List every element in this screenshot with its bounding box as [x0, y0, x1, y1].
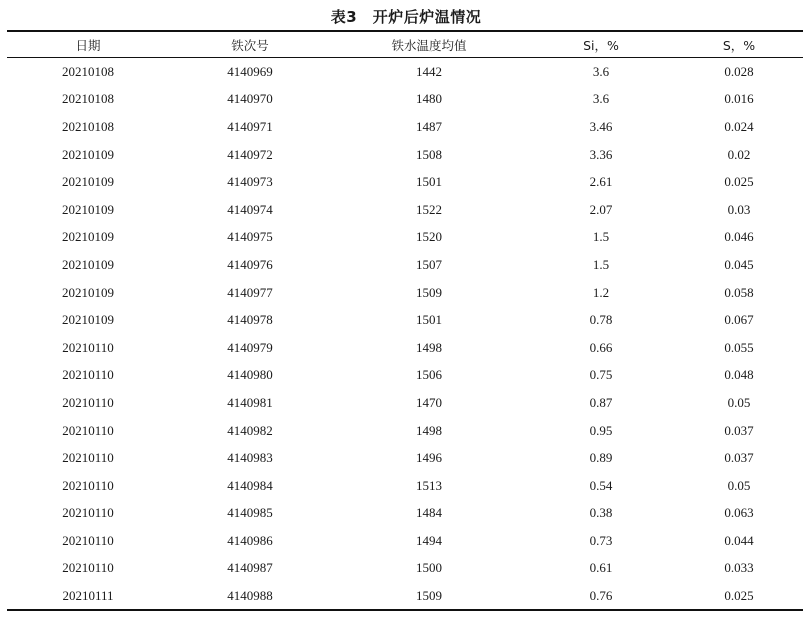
- cell-date: 20210110: [62, 560, 114, 576]
- cell-date: 20210109: [62, 146, 114, 162]
- cell-silicon: 1.5: [592, 256, 610, 272]
- table-row: [7, 582, 803, 610]
- cell-hot-metal-temperature: 1496: [416, 450, 442, 466]
- cell-tap-number: 4140978: [227, 312, 273, 328]
- cell-tap-number: 4140980: [227, 367, 273, 383]
- cell-silicon: 1.2: [592, 284, 610, 300]
- cell-silicon: 0.73: [589, 532, 613, 548]
- cell-sulfur: 0.055: [724, 339, 754, 355]
- cell-date: 20210110: [62, 394, 114, 410]
- cell-silicon: 3.6: [592, 91, 610, 107]
- cell-sulfur: 0.02: [727, 146, 751, 162]
- table-row: [7, 472, 803, 500]
- header-row: [7, 32, 803, 57]
- cell-date: 20210110: [62, 532, 114, 548]
- cell-hot-metal-temperature: 1498: [416, 422, 442, 438]
- cell-hot-metal-temperature: 1442: [416, 63, 442, 79]
- cell-tap-number: 4140985: [227, 505, 273, 521]
- cell-date: 20210109: [62, 256, 114, 272]
- cell-date: 20210110: [62, 422, 114, 438]
- cell-sulfur: 0.033: [724, 560, 754, 576]
- cell-sulfur: 0.048: [724, 367, 754, 383]
- cell-tap-number: 4140981: [227, 394, 273, 410]
- cell-tap-number: 4140984: [227, 477, 273, 493]
- cell-tap-number: 4140977: [227, 284, 273, 300]
- cell-silicon: 0.38: [589, 505, 613, 521]
- cell-silicon: 3.6: [592, 63, 610, 79]
- table-row: [7, 417, 803, 445]
- cell-sulfur: 0.037: [724, 450, 754, 466]
- cell-hot-metal-temperature: 1494: [416, 532, 442, 548]
- cell-date: 20210110: [62, 367, 114, 383]
- table-row: [7, 58, 803, 86]
- cell-date: 20210108: [62, 63, 114, 79]
- cell-hot-metal-temperature: 1501: [416, 174, 442, 190]
- cell-sulfur: 0.028: [724, 63, 754, 79]
- header-hot-metal-temperature: 铁水温度均值: [391, 37, 467, 53]
- table-row: [7, 168, 803, 196]
- table-row: [7, 86, 803, 114]
- table-row: [7, 279, 803, 307]
- cell-sulfur: 0.046: [724, 229, 754, 245]
- cell-sulfur: 0.05: [727, 394, 751, 410]
- cell-sulfur: 0.024: [724, 118, 754, 134]
- cell-silicon: 0.61: [589, 560, 613, 576]
- cell-silicon: 1.5: [592, 229, 610, 245]
- cell-silicon: 0.89: [589, 450, 613, 466]
- cell-tap-number: 4140971: [227, 118, 273, 134]
- table-row: [7, 527, 803, 555]
- cell-silicon: 3.46: [589, 118, 613, 134]
- cell-date: 20210109: [62, 174, 114, 190]
- cell-tap-number: 4140974: [227, 201, 273, 217]
- cell-tap-number: 4140972: [227, 146, 273, 162]
- cell-hot-metal-temperature: 1522: [416, 201, 442, 217]
- cell-hot-metal-temperature: 1498: [416, 339, 442, 355]
- header-silicon: Si，%: [583, 37, 619, 53]
- cell-date: 20210108: [62, 91, 114, 107]
- cell-hot-metal-temperature: 1513: [416, 477, 442, 493]
- cell-tap-number: 4140983: [227, 450, 273, 466]
- cell-date: 20210109: [62, 201, 114, 217]
- table-row: [7, 306, 803, 334]
- cell-sulfur: 0.058: [724, 284, 754, 300]
- cell-sulfur: 0.016: [724, 91, 754, 107]
- cell-tap-number: 4140969: [227, 63, 273, 79]
- table-row: [7, 113, 803, 141]
- cell-hot-metal-temperature: 1484: [416, 505, 442, 521]
- cell-sulfur: 0.025: [724, 174, 754, 190]
- cell-hot-metal-temperature: 1506: [416, 367, 442, 383]
- cell-sulfur: 0.067: [724, 312, 754, 328]
- cell-date: 20210109: [62, 229, 114, 245]
- cell-sulfur: 0.05: [727, 477, 751, 493]
- table-row: [7, 251, 803, 279]
- cell-silicon: 0.76: [589, 588, 613, 604]
- cell-date: 20210111: [62, 588, 114, 604]
- cell-date: 20210110: [62, 339, 114, 355]
- cell-tap-number: 4140979: [227, 339, 273, 355]
- cell-silicon: 0.66: [589, 339, 613, 355]
- cell-tap-number: 4140982: [227, 422, 273, 438]
- table-header: [7, 32, 803, 57]
- cell-silicon: 0.78: [589, 312, 613, 328]
- cell-silicon: 0.75: [589, 367, 613, 383]
- table-row: [7, 500, 803, 528]
- cell-sulfur: 0.045: [724, 256, 754, 272]
- cell-silicon: 0.95: [589, 422, 613, 438]
- table-row: [7, 555, 803, 583]
- cell-tap-number: 4140976: [227, 256, 273, 272]
- table-row: [7, 362, 803, 390]
- cell-tap-number: 4140970: [227, 91, 273, 107]
- cell-sulfur: 0.063: [724, 505, 754, 521]
- cell-silicon: 0.87: [589, 394, 613, 410]
- cell-hot-metal-temperature: 1487: [416, 118, 442, 134]
- cell-tap-number: 4140986: [227, 532, 273, 548]
- cell-date: 20210110: [62, 477, 114, 493]
- cell-hot-metal-temperature: 1480: [416, 91, 442, 107]
- cell-date: 20210109: [62, 284, 114, 300]
- table-row: [7, 141, 803, 169]
- cell-hot-metal-temperature: 1509: [416, 284, 442, 300]
- cell-silicon: 2.61: [589, 174, 613, 190]
- cell-tap-number: 4140988: [227, 588, 273, 604]
- table-bottom-rule: [7, 609, 803, 611]
- cell-hot-metal-temperature: 1507: [416, 256, 442, 272]
- cell-tap-number: 4140973: [227, 174, 273, 190]
- cell-date: 20210110: [62, 505, 114, 521]
- cell-silicon: 2.07: [589, 201, 613, 217]
- cell-hot-metal-temperature: 1508: [416, 146, 442, 162]
- cell-hot-metal-temperature: 1470: [416, 394, 442, 410]
- table-row: [7, 389, 803, 417]
- header-date: 日期: [75, 37, 101, 53]
- cell-sulfur: 0.03: [727, 201, 751, 217]
- cell-tap-number: 4140987: [227, 560, 273, 576]
- cell-sulfur: 0.037: [724, 422, 754, 438]
- table-row: [7, 334, 803, 362]
- cell-sulfur: 0.044: [724, 532, 754, 548]
- cell-silicon: 3.36: [589, 146, 613, 162]
- cell-silicon: 0.54: [589, 477, 613, 493]
- cell-date: 20210109: [62, 312, 114, 328]
- table-row: [7, 196, 803, 224]
- table-body: [7, 58, 803, 610]
- header-sulfur: S，%: [722, 37, 756, 53]
- table-row: [7, 224, 803, 252]
- table-row: [7, 444, 803, 472]
- cell-hot-metal-temperature: 1500: [416, 560, 442, 576]
- cell-hot-metal-temperature: 1509: [416, 588, 442, 604]
- cell-date: 20210110: [62, 450, 114, 466]
- cell-hot-metal-temperature: 1501: [416, 312, 442, 328]
- cell-tap-number: 4140975: [227, 229, 273, 245]
- header-tap-number: 铁次号: [231, 37, 269, 53]
- cell-hot-metal-temperature: 1520: [416, 229, 442, 245]
- cell-date: 20210108: [62, 118, 114, 134]
- table-caption: 表3 开炉后炉温情况: [330, 8, 482, 26]
- cell-sulfur: 0.025: [724, 588, 754, 604]
